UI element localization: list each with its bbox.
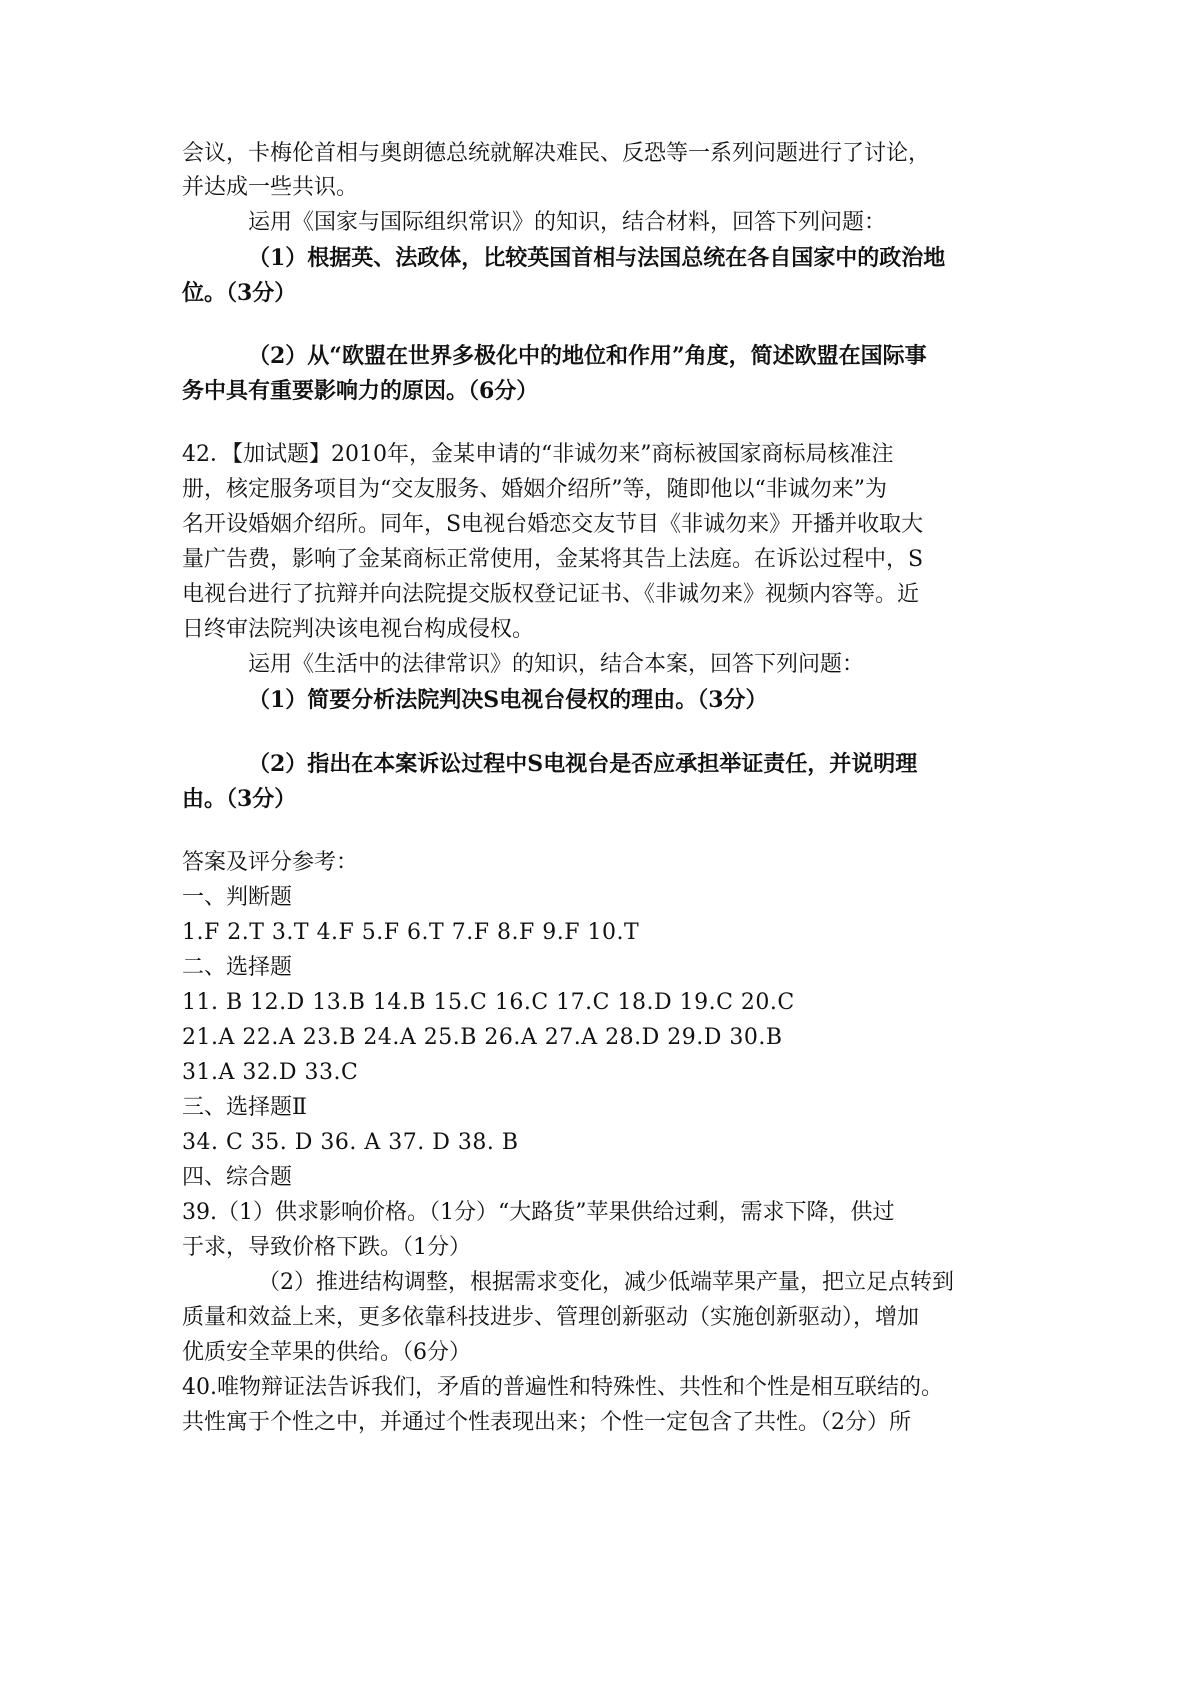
text-line: 运用《生活中的法律常识》的知识，结合本案，回答下列问题：: [248, 652, 865, 677]
question-line: （2）从“欧盟在世界多极化中的地位和作用”角度，简述欧盟在国际事: [248, 343, 927, 369]
question-line: 位。（3分）: [182, 280, 297, 306]
text-line: 名开设婚姻介绍所。同年，S电视台婚恋交友节目《非诚勿来》开播并收取大: [182, 512, 924, 537]
text-line: 日终审法院判决该电视台构成侵权。: [182, 617, 535, 642]
answer-line: 1.F 2.T 3.T 4.F 5.F 6.T 7.F 8.F 9.F 10.T: [182, 920, 640, 945]
section-heading: 三、选择题Ⅱ: [182, 1095, 307, 1120]
answer-line: 共性寓于个性之中，并通过个性表现出来；个性一定包含了共性。（2分）所: [182, 1410, 911, 1435]
question-line: （1）简要分析法院判决S电视台侵权的理由。（3分）: [248, 687, 768, 713]
answer-line: 11. B 12.D 13.B 14.B 15.C 16.C 17.C 18.D 19.C 20.C: [182, 990, 795, 1015]
answer-line: （2）推进结构调整，根据需求变化，减少低端苹果产量，把立足点转到: [258, 1270, 954, 1295]
answer-line: 21.A 22.A 23.B 24.A 25.B 26.A 27.A 28.D 29.D 30.B: [182, 1025, 783, 1050]
answer-line: 31.A 32.D 33.C: [182, 1060, 359, 1085]
text-line: 量广告费，影响了金某商标正常使用，金某将其告上法庭。在诉讼过程中，S: [182, 547, 924, 572]
answer-line: 39.（1）供求影响价格。（1分）“大路货”苹果供给过剩，需求下降，供过: [182, 1200, 895, 1225]
answer-line: 34. C 35. D 36. A 37. D 38. B: [182, 1130, 519, 1155]
answer-line: 40.唯物辩证法告诉我们，矛盾的普遍性和特殊性、共性和个性是相互联结的。: [182, 1375, 943, 1400]
answer-line: 优质安全苹果的供给。（6分）: [182, 1340, 471, 1365]
section-heading: 二、选择题: [182, 955, 293, 980]
question-line: 由。（3分）: [182, 786, 297, 812]
section-heading: 答案及评分参考：: [182, 850, 359, 875]
text-line: 并达成一些共识。: [182, 175, 359, 200]
text-line: 会议，卡梅伦首相与奥朗德总统就解决难民、反恐等一系列问题进行了讨论，: [182, 141, 931, 166]
text-line: 电视台进行了抗辩并向法院提交版权登记证书、《非诚勿来》视频内容等。近: [182, 582, 920, 607]
question-line: （2）指出在本案诉讼过程中S电视台是否应承担举证责任，并说明理: [248, 751, 918, 777]
question-line: （1）根据英、法政体，比较英国首相与法国总统在各自国家中的政治地: [248, 245, 946, 271]
text-line: 册，核定服务项目为“交友服务、婚姻介绍所”等，随即他以“非诚勿来”为: [182, 477, 887, 502]
question-line: 务中具有重要影响力的原因。（6分）: [182, 378, 539, 404]
answer-line: 于求，导致价格下跌。（1分）: [182, 1235, 471, 1260]
text-line: 42．【加试题】2010年，金某申请的“非诚勿来”商标被国家商标局核准注: [182, 442, 894, 467]
section-heading: 四、综合题: [182, 1165, 293, 1190]
text-line: 运用《国家与国际组织常识》的知识，结合材料，回答下列问题：: [248, 210, 887, 235]
answer-line: 质量和效益上来，更多依靠科技进步、管理创新驱动（实施创新驱动），增加: [182, 1305, 920, 1330]
section-heading: 一、判断题: [182, 885, 293, 910]
